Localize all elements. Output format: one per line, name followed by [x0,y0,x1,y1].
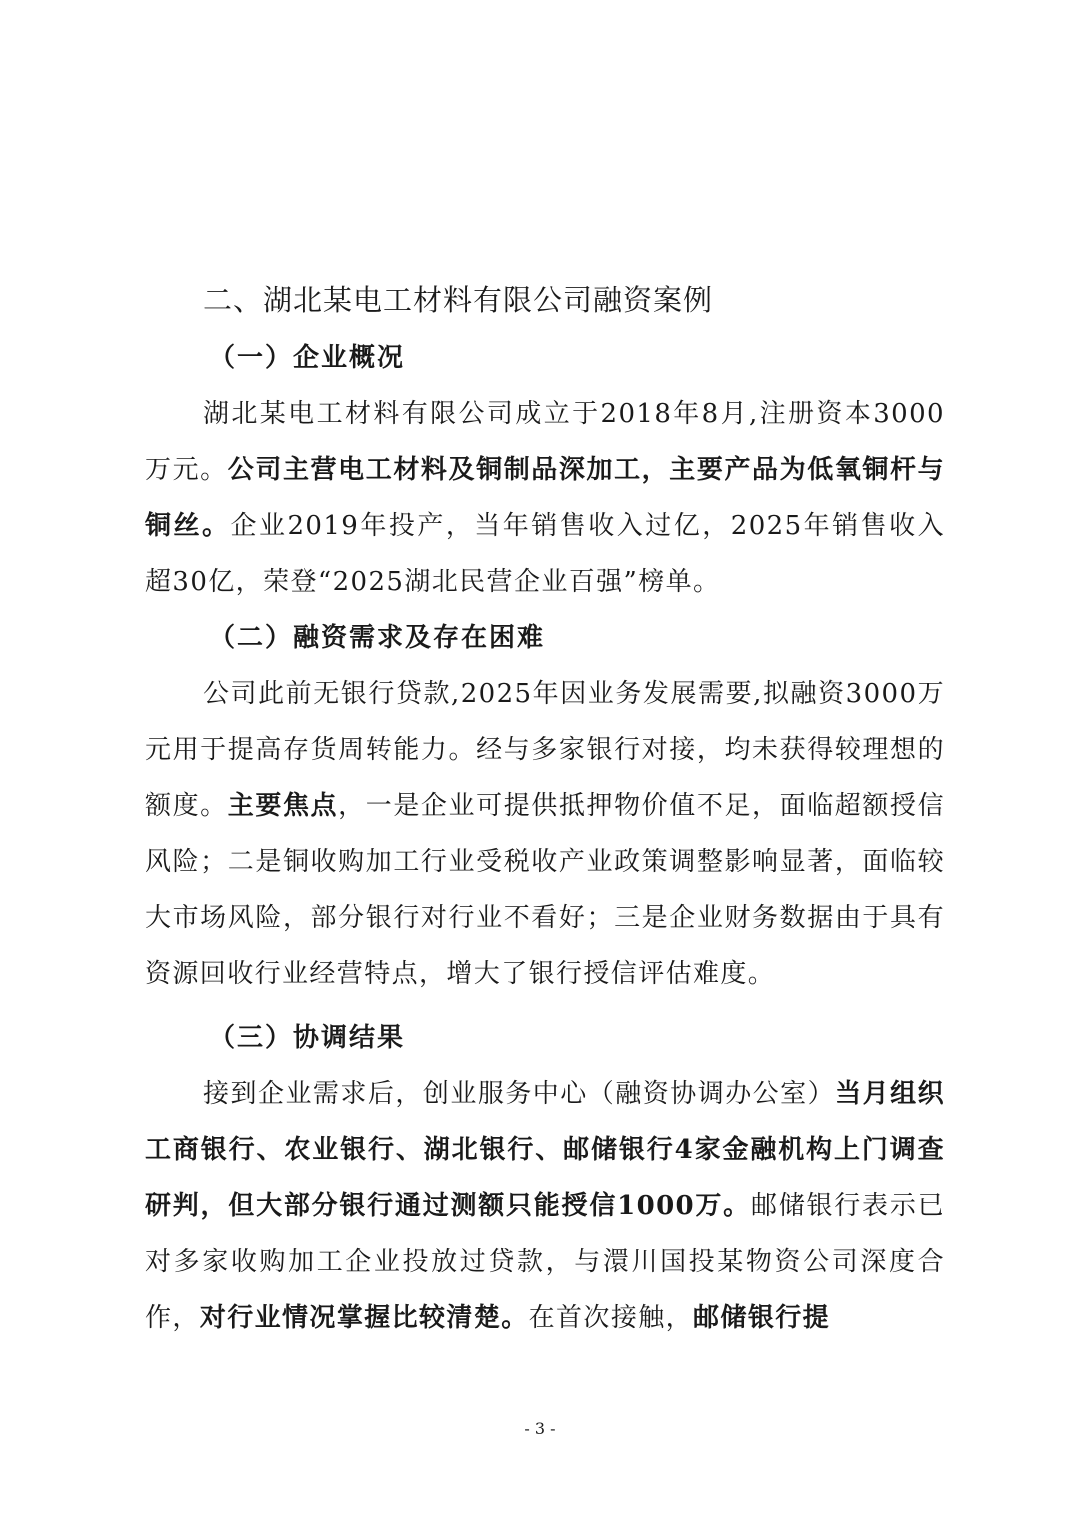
bold-text-run: 主要焦点 [227,791,339,821]
text-run: 湖北某电工材料有限公司成立于2018年8月,注册资本3000万元。 [145,399,945,485]
spacer [145,1002,945,1010]
section-title: 二、湖北某电工材料有限公司融资案例 [203,283,714,317]
text-run: 接到企业需求后，创业服务中心（融资协调办公室） [203,1079,836,1109]
subsection-heading-overview: （一）企业概况 [209,343,406,373]
text-run: 企业2019年投产，当年销售收入过亿，2025年销售收入超30亿，荣登“2025湖北民营企业百强”榜单。 [145,511,945,597]
page-number: - 3 - [524,1419,556,1438]
text-run: 公司此前无银行贷款,2025年因业务发展需要,拟融资3000万元用于提高存货周转能力。经与多家银行对接，均未获得较理想的额度。 [145,679,945,821]
subsection-heading-coordination-results: （三）协调结果 [209,1023,406,1053]
paragraph-financing-needs [145,666,945,1002]
paragraph-coordination-results [145,1066,945,1346]
text-run: 在首次接触， [528,1303,694,1333]
bold-text-run: 公司主营电工材料及铜制品深加工，主要产品为低氧铜杆与铜丝。 [145,455,945,541]
bold-text-run: 邮储银行提 [693,1303,831,1333]
text-run: 邮储银行表示已对多家收购加工企业投放过贷款，与澴川国投某物资公司深度合作， [145,1191,945,1333]
bold-text-run: 当月组织工商银行、农业银行、湖北银行、邮储银行4家金融机构上门调查研判，但大部分银行通过测额只能授信1000万。 [145,1079,945,1221]
bold-text-run: 对行业情况掌握比较清楚。 [199,1303,529,1333]
paragraph-overview [145,386,945,610]
text-run: ，一是企业可提供抵押物价值不足，面临超额授信风险；二是铜收购加工行业受税收产业政策调整影响显著，面临较大市场风险，部分银行对行业不看好；三是企业财务数据由于具有资源回收行业经营特点，增大了银行授信评估难度。 [145,791,945,989]
subsection-heading-financing-needs: （二）融资需求及存在困难 [209,623,546,653]
document-body [145,270,945,1346]
